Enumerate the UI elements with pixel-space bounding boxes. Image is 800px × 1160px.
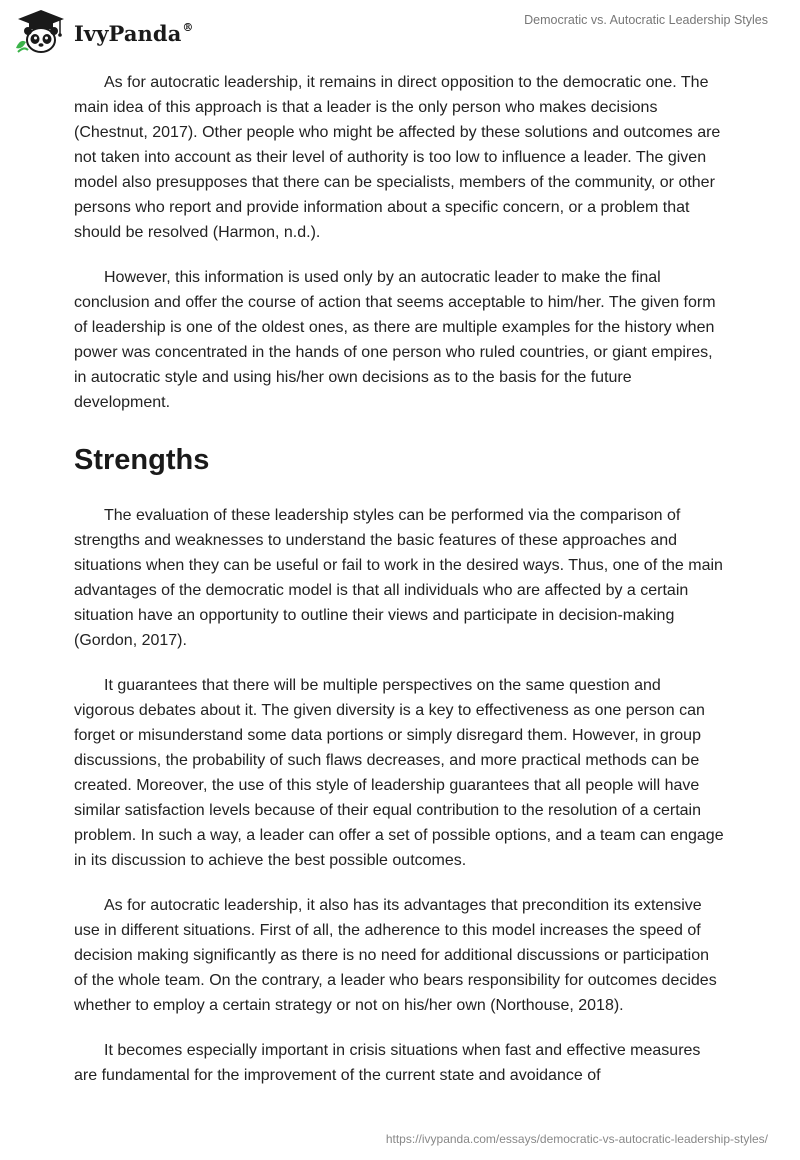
document-title: Democratic vs. Autocratic Leadership Styles <box>524 13 768 27</box>
ivypanda-logo[interactable] <box>14 8 194 56</box>
paragraph: As for autocratic leadership, it also has its advantages that precondition its extensive use in different situations. First of all, the adherence to this model increases the speed of decision making significantly as there is no need for additional discussions or participation of the whole team. On the contrary, a leader who bears responsibility for outcomes decides whether to employ a certain strategy or not on his/her own (Northouse, 2018). <box>74 897 717 1014</box>
paragraph: The evaluation of these leadership styles can be performed via the comparison of strengths and weaknesses to understand the basic features of these approaches and situations when they can be useful or fail to work in the desired ways. Thus, one of the main advantages of the democratic model is that all individuals who are affected by a certain situation have an opportunity to outline their views and participate in decision-making (Gordon, 2017). <box>74 507 723 649</box>
logo-text: IvyPanda® <box>74 20 194 46</box>
panda-graduate-icon <box>14 8 68 56</box>
paragraph: It becomes especially important in crisis situations when fast and effective measures are fundamental for the improvement of the current state and avoidance of <box>74 1042 701 1084</box>
section-heading-strengths: Strengths <box>74 444 210 476</box>
paragraph: As for autocratic leadership, it remains in direct opposition to the democratic one. The main idea of this approach is that a leader is the only person who makes decisions (Chestnut, 2017). Other people who might be affected by these solutions and outcomes are not taken into account as their level of authority is too low to influence a leader. The given model also presupposes that there can be specialists, members of the community, or other persons who report and provide information about a specific concern, or a problem that should be resolved (Harmon, n.d.). <box>74 74 721 241</box>
essay-content <box>74 70 724 1108</box>
page-header <box>0 0 800 62</box>
paragraph: However, this information is used only by an autocratic leader to make the final conclusion and offer the course of action that seems acceptable to him/her. The given form of leadership is one of the oldest ones, as there are multiple examples for the history when power was concentrated in the hands of one person who ruled countries, or giant empires, in autocratic style and using his/her own decisions as to the basis for the future development. <box>74 269 716 411</box>
source-url[interactable]: https://ivypanda.com/essays/democratic-vs-autocratic-leadership-styles/ <box>385 1132 768 1146</box>
paragraph: It guarantees that there will be multiple perspectives on the same question and vigorous debates about it. The given diversity is a key to effectiveness as one person can forget or misunderstand some data portions or simply disregard them. However, in group discussions, the probability of such flaws decreases, and more practical methods can be created. Moreover, the use of this style of leadership guarantees that all people will have similar satisfaction levels because of their equal contribution to the resolution of a certain problem. In such a way, a leader can offer a set of possible options, and a team can engage in its discussion to achieve the best possible outcomes. <box>74 677 724 869</box>
